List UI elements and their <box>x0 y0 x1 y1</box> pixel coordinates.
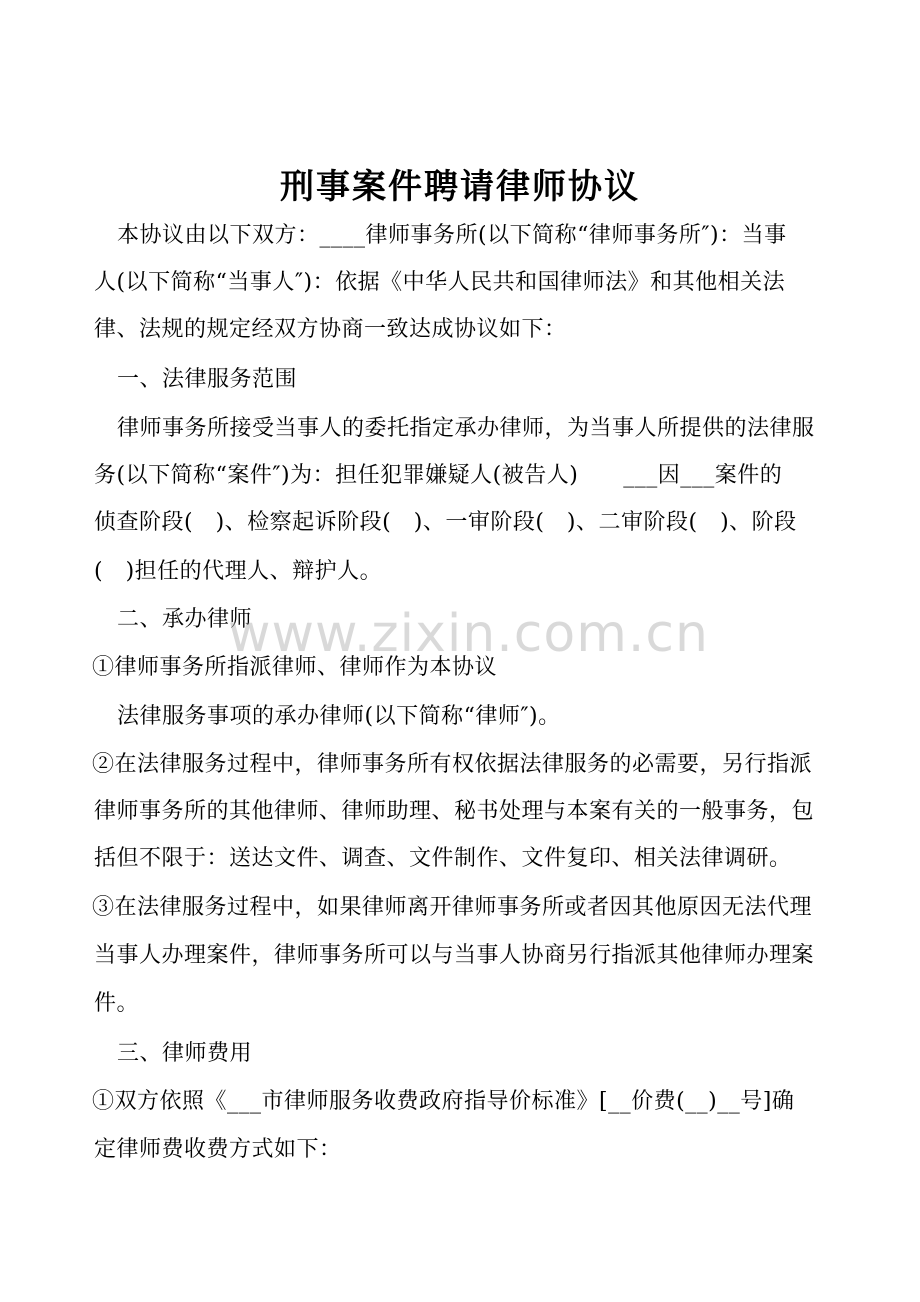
paragraph-line: 件。 <box>94 991 140 1016</box>
paragraph-line: ③在法律服务过程中，如果律师离开律师事务所或者因其他原因无法代理 <box>92 895 813 920</box>
paragraph-line: 律、法规的规定经双方协商一致达成协议如下： <box>94 317 567 342</box>
section-heading: 三、律师费用 <box>117 1041 253 1066</box>
paragraph-line: 务(以下简称“案件″)为：担任犯罪嫌疑人(被告人) ___因___案件的 <box>94 463 783 488</box>
section-heading: 二、承办律师 <box>117 607 253 632</box>
watermark: www.zixin.com.cn <box>228 604 709 664</box>
section-heading: 一、法律服务范围 <box>117 367 298 392</box>
paragraph-line: 侦查阶段( )、检察起诉阶段( )、一审阶段( )、二审阶段( )、阶段 <box>94 510 797 535</box>
paragraph-line: 法律服务事项的承办律师(以下简称“律师″)。 <box>117 704 561 729</box>
paragraph-line: 括但不限于：送达文件、调查、文件制作、文件复印、相关法律调研。 <box>94 846 792 871</box>
paragraph-line: 定律师费收费方式如下： <box>94 1137 342 1162</box>
paragraph-line: ①律师事务所指派律师、律师作为本协议 <box>92 655 498 680</box>
paragraph-line: ( )担任的代理人、辩护人。 <box>94 559 383 584</box>
paragraph-line: 人(以下简称“当事人″)：依据《中华人民共和国律师法》和其他相关法 <box>94 270 786 295</box>
paragraph-line: 律师事务所的其他律师、律师助理、秘书处理与本案有关的一般事务，包 <box>94 799 815 824</box>
paragraph-line: 本协议由以下双方：____律师事务所(以下简称“律师事务所″)：当事 <box>117 223 787 248</box>
paragraph-line: ①双方依照《___市律师服务收费政府指导价标准》[__价费(__)__号]确 <box>92 1089 795 1114</box>
document-title: 刑事案件聘请律师协议 <box>280 167 640 207</box>
paragraph-line: 当事人办理案件，律师事务所可以与当事人协商另行指派其他律师办理案 <box>94 943 815 968</box>
paragraph-line: ②在法律服务过程中，律师事务所有权依据法律服务的必需要，另行指派 <box>92 752 813 777</box>
paragraph-line: 律师事务所接受当事人的委托指定承办律师，为当事人所提供的法律服 <box>117 416 815 441</box>
